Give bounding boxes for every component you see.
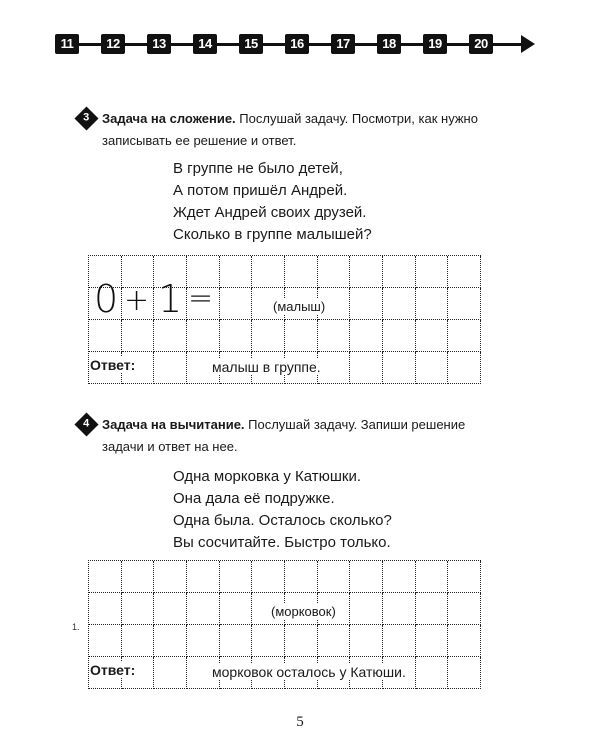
poem-line: Она дала её подружке.	[173, 490, 335, 507]
number-box: 16	[285, 34, 309, 54]
arrow-right-icon	[521, 35, 535, 53]
number-box: 18	[377, 34, 401, 54]
poem-line: Одна была. Осталось сколько?	[173, 512, 392, 529]
page-number: 5	[296, 714, 304, 730]
poem-line: Ждет Андрей своих друзей.	[173, 204, 367, 221]
poem-line: Одна морковка у Катюшки.	[173, 468, 362, 485]
margin-mark: 1.	[72, 622, 80, 632]
handwritten-equals: =	[188, 281, 214, 316]
number-box: 15	[239, 34, 263, 54]
answer-label: Ответ:	[90, 662, 136, 678]
handwritten-zero: 0	[94, 277, 119, 321]
task-3-poem	[173, 158, 372, 246]
task-title: Задача на вычитание.	[102, 417, 245, 432]
poem-line: В группе не было детей,	[173, 160, 343, 177]
task-number-badge: 3	[74, 106, 98, 130]
poem-line: Сколько в группе малышей?	[173, 226, 372, 243]
number-box: 17	[331, 34, 355, 54]
answer-text: морковок осталось у Катюши.	[212, 664, 406, 680]
answer-label: Ответ:	[90, 357, 136, 373]
task-number-badge: 4	[74, 412, 98, 436]
number-box: 20	[469, 34, 493, 54]
number-box: 12	[101, 34, 125, 54]
task-4-instructions	[80, 414, 510, 458]
handwritten-plus: +	[124, 283, 150, 318]
handwritten-one: 1	[158, 277, 183, 321]
number-box: 14	[193, 34, 217, 54]
task-4-poem	[173, 466, 392, 554]
unit-label: (морковок)	[268, 604, 339, 619]
number-line	[55, 32, 535, 56]
task-3-grid	[88, 255, 483, 383]
poem-line: А потом пришёл Андрей.	[173, 182, 348, 199]
number-box: 11	[55, 34, 79, 54]
poem-line: Вы сосчитайте. Быстро только.	[173, 534, 391, 551]
task-4-grid	[88, 560, 483, 688]
task-description: Послушай задачу. Запиши решение задачи и ответ на нее.	[102, 417, 466, 454]
unit-label: (малыш)	[270, 299, 328, 314]
task-3-instructions	[80, 108, 510, 152]
task-title: Задача на сложение.	[102, 111, 236, 126]
task-description: Послушай задачу. Посмотри, как нужно записывать ее решение и ответ.	[102, 111, 478, 148]
answer-text: малыш в группе.	[212, 359, 321, 375]
number-box: 13	[147, 34, 171, 54]
number-box: 19	[423, 34, 447, 54]
